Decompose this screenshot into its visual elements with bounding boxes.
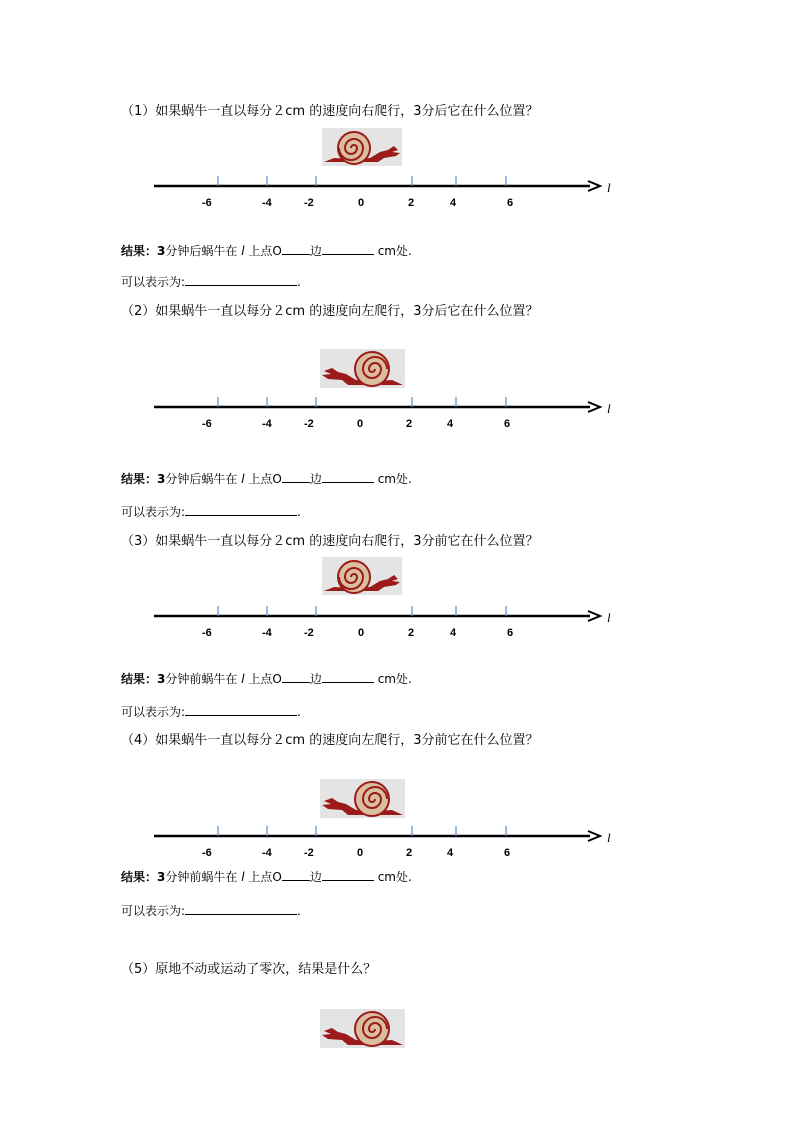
snail-image-left (320, 779, 405, 818)
result-line-2: 结果：3分钟后蜗牛在 l 上点O 边 cm处. (121, 472, 412, 486)
question-5: （5）原地不动或运动了零次，结果是什么？ (121, 962, 377, 977)
result-line-1: 结果：3分钟后蜗牛在 l 上点O 边 cm处. (121, 244, 412, 258)
tick-label: -2 (304, 847, 314, 859)
tick-label: -2 (304, 197, 314, 209)
axis-label-l: l (607, 401, 611, 416)
express-line-3: 可以表示为: . (121, 705, 301, 719)
snail-image-left (320, 349, 405, 388)
number-line-4 (150, 822, 620, 862)
number-line-3 (150, 602, 620, 642)
answer-blank[interactable] (322, 471, 374, 483)
tick-label: 6 (507, 197, 514, 209)
snail-image-right (322, 128, 402, 166)
axis-label-l: l (607, 830, 611, 845)
tick-label: -4 (262, 418, 272, 430)
tick-label: 4 (450, 197, 457, 209)
tick-label: -4 (262, 197, 272, 209)
tick-label: 4 (447, 847, 454, 859)
answer-blank[interactable] (282, 471, 310, 483)
tick-label: -2 (304, 627, 314, 639)
result-line-4: 结果：3分钟前蜗牛在 l 上点O 边 cm处. (121, 870, 412, 884)
axis-label-l: l (607, 610, 611, 625)
answer-blank[interactable] (282, 869, 310, 881)
answer-blank[interactable] (185, 704, 297, 716)
tick-label: 2 (406, 847, 413, 859)
tick-label: 0 (358, 627, 365, 639)
answer-blank[interactable] (185, 504, 297, 516)
tick-label: 4 (447, 418, 454, 430)
tick-label: 0 (357, 418, 364, 430)
tick-label: 2 (408, 197, 415, 209)
tick-label: -6 (202, 627, 212, 639)
number-line-2 (150, 393, 620, 433)
answer-blank[interactable] (322, 869, 374, 881)
tick-label: 6 (504, 418, 511, 430)
tick-label: 6 (507, 627, 514, 639)
tick-label: -4 (262, 847, 272, 859)
snail-image-right (322, 557, 402, 595)
number-line-1 (150, 172, 620, 212)
tick-label: 2 (408, 627, 415, 639)
tick-label: -4 (262, 627, 272, 639)
tick-label: -6 (202, 847, 212, 859)
answer-blank[interactable] (185, 274, 297, 286)
answer-blank[interactable] (322, 243, 374, 255)
question-4: （4）如果蜗牛一直以每分２cm 的速度向左爬行，3分前它在什么位置？ (121, 733, 539, 748)
question-1: （1）如果蜗牛一直以每分２cm 的速度向右爬行，3分后它在什么位置？ (121, 104, 539, 119)
tick-label: -2 (304, 418, 314, 430)
question-2: （2）如果蜗牛一直以每分２cm 的速度向左爬行，3分后它在什么位置？ (121, 304, 539, 319)
tick-label: 4 (450, 627, 457, 639)
answer-blank[interactable] (322, 671, 374, 683)
tick-label: 2 (406, 418, 413, 430)
tick-label: -6 (202, 197, 212, 209)
axis-label-l: l (607, 180, 611, 195)
answer-blank[interactable] (185, 903, 297, 915)
tick-label: 0 (357, 847, 364, 859)
express-line-2: 可以表示为: . (121, 505, 301, 519)
result-line-3: 结果：3分钟前蜗牛在 l 上点O 边 cm处. (121, 672, 412, 686)
snail-image-left (320, 1009, 405, 1048)
tick-label: 6 (504, 847, 511, 859)
question-3: （3）如果蜗牛一直以每分２cm 的速度向右爬行，3分前它在什么位置？ (121, 534, 539, 549)
express-line-1: 可以表示为: . (121, 275, 301, 289)
tick-label: 0 (358, 197, 365, 209)
answer-blank[interactable] (282, 243, 310, 255)
answer-blank[interactable] (282, 671, 310, 683)
express-line-4: 可以表示为: . (121, 904, 301, 918)
tick-label: -6 (202, 418, 212, 430)
